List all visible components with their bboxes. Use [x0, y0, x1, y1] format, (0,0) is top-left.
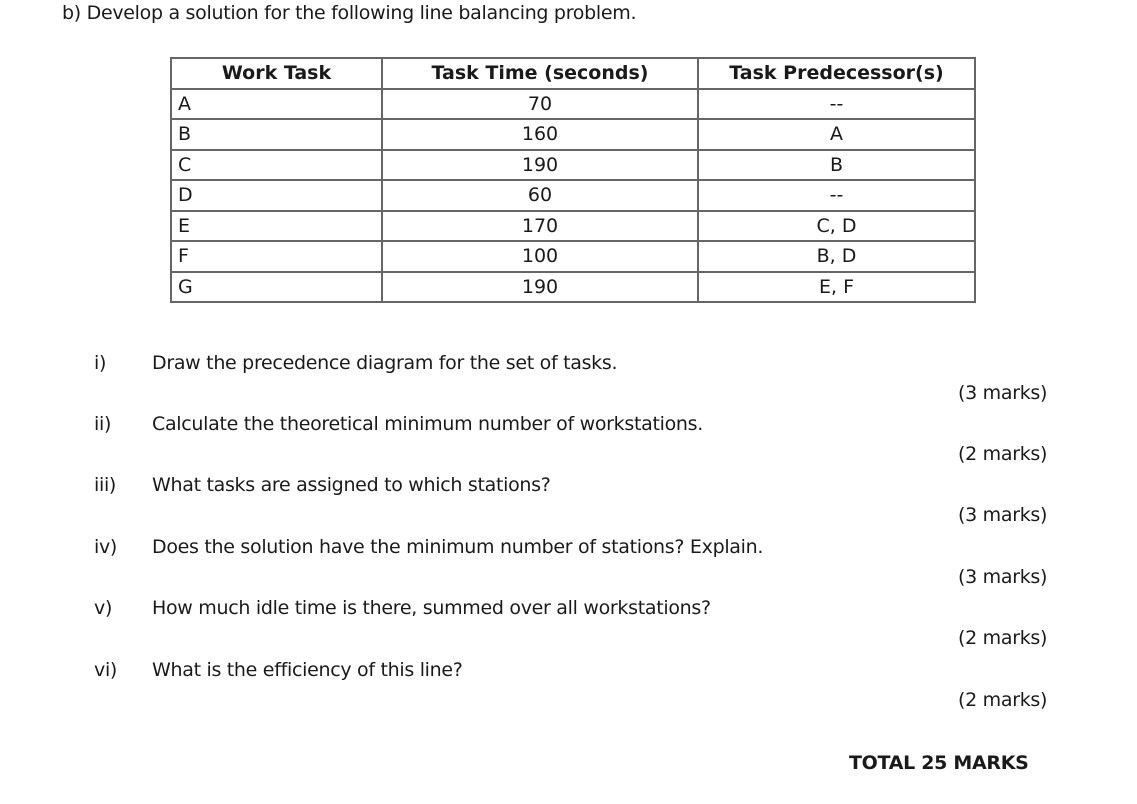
question-number: vi) [94, 659, 118, 681]
table-header [171, 58, 975, 89]
question-text: Calculate the theoretical minimum number of workstations. [152, 413, 703, 435]
header-task-time: Task Time (seconds) [382, 58, 698, 89]
cell-predecessor: C, D [698, 211, 975, 242]
question-text: Draw the precedence diagram for the set of tasks. [152, 352, 618, 374]
cell-time: 60 [382, 180, 698, 211]
question-marks: (2 marks) [958, 443, 1048, 465]
cell-time: 160 [382, 119, 698, 150]
cell-time: 190 [382, 150, 698, 181]
question-number: i) [94, 352, 107, 374]
cell-time: 100 [382, 241, 698, 272]
question-text: Does the solution have the minimum number of stations? Explain. [152, 536, 764, 558]
cell-time: 70 [382, 89, 698, 120]
table-row [171, 272, 975, 303]
question-number: iv) [94, 536, 118, 558]
table-row [171, 180, 975, 211]
cell-task: F [171, 241, 382, 272]
task-table [170, 57, 976, 303]
question-text: What tasks are assigned to which stations? [152, 474, 551, 496]
cell-task: A [171, 89, 382, 120]
cell-predecessor: -- [698, 180, 975, 211]
question-title: b) Develop a solution for the following line balancing problem. [62, 2, 637, 24]
cell-predecessor: B [698, 150, 975, 181]
cell-task: B [171, 119, 382, 150]
question-text: How much idle time is there, summed over all workstations? [152, 597, 711, 619]
question-marks: (2 marks) [958, 627, 1048, 649]
question-text: What is the efficiency of this line? [152, 659, 463, 681]
question-marks: (3 marks) [958, 566, 1048, 588]
header-work-task: Work Task [171, 58, 382, 89]
cell-task: C [171, 150, 382, 181]
table-row [171, 119, 975, 150]
table-row [171, 89, 975, 120]
table-row [171, 150, 975, 181]
total-marks: TOTAL 25 MARKS [849, 752, 1029, 774]
cell-predecessor: B, D [698, 241, 975, 272]
table-row [171, 241, 975, 272]
cell-time: 170 [382, 211, 698, 242]
cell-predecessor: E, F [698, 272, 975, 303]
header-predecessors: Task Predecessor(s) [698, 58, 975, 89]
cell-predecessor: A [698, 119, 975, 150]
cell-predecessor: -- [698, 89, 975, 120]
question-number: iii) [94, 474, 117, 496]
cell-time: 190 [382, 272, 698, 303]
question-marks: (3 marks) [958, 504, 1048, 526]
question-marks: (2 marks) [958, 689, 1048, 711]
cell-task: D [171, 180, 382, 211]
table-row [171, 211, 975, 242]
question-number: v) [94, 597, 113, 619]
question-number: ii) [94, 413, 112, 435]
question-marks: (3 marks) [958, 382, 1048, 404]
cell-task: G [171, 272, 382, 303]
cell-task: E [171, 211, 382, 242]
